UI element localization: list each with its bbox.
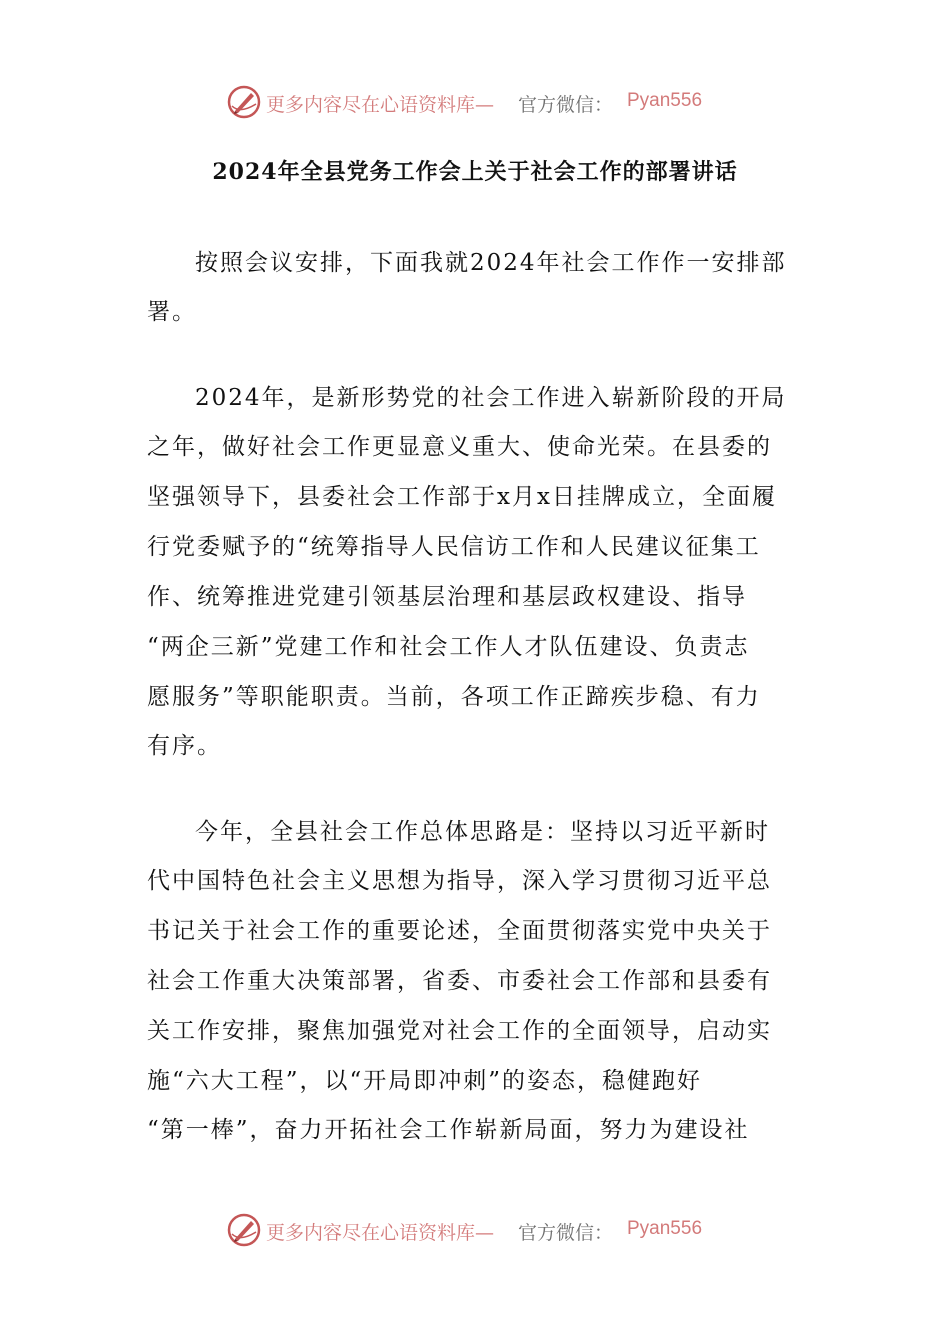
pen-logo-icon	[226, 1212, 262, 1248]
banner-brand-text: 更多内容尽在心语资料库—	[266, 94, 495, 116]
banner-wechat-id: Pyan556	[627, 1218, 703, 1239]
banner-official-label: 官方微信：	[518, 1222, 614, 1244]
header-banner	[0, 82, 950, 122]
text-line: 署。	[147, 299, 197, 325]
text-line: 行党委赋予的“统筹指导人民信访工作和人民建议征集工	[147, 534, 761, 560]
text-line: 施“六大工程”，以“开局即冲刺”的姿态，稳健跑好	[147, 1068, 703, 1094]
footer-banner	[0, 1210, 950, 1250]
text-line: 按照会议安排，下面我就2024年社会工作作一安排部	[195, 250, 787, 276]
text-line: 社会工作重大决策部署，省委、市委社会工作部和县委有	[147, 968, 772, 994]
text-line: 2024年，是新形势党的社会工作进入崭新阶段的开局	[195, 385, 787, 411]
text-line: 代中国特色社会主义思想为指导，深入学习贯彻习近平总	[147, 868, 772, 894]
text-line: 书记关于社会工作的重要论述，全面贯彻落实党中央关于	[147, 918, 772, 944]
text-line: 坚强领导下，县委社会工作部于x月x日挂牌成立，全面履	[147, 484, 777, 510]
banner-wechat-id: Pyan556	[627, 90, 703, 111]
text-line: 之年，做好社会工作更显意义重大、使命光荣。在县委的	[147, 434, 772, 460]
text-line: 愿服务”等职能职责。当前，各项工作正蹄疾步稳、有力	[147, 684, 761, 710]
text-line: “两企三新”党建工作和社会工作人才队伍建设、负责志	[147, 634, 750, 660]
text-line: 今年，全县社会工作总体思路是：坚持以习近平新时	[195, 819, 770, 845]
document-title: 2024年全县党务工作会上关于社会工作的部署讲话	[212, 159, 738, 185]
pen-logo-icon	[226, 84, 262, 120]
text-line: 有序。	[147, 733, 222, 759]
banner-official-label: 官方微信：	[518, 94, 614, 116]
banner-brand-text: 更多内容尽在心语资料库—	[266, 1222, 495, 1244]
text-line: 关工作安排，聚焦加强党对社会工作的全面领导，启动实	[147, 1018, 772, 1044]
text-line: “第一棒”，奋力开拓社会工作崭新局面，努力为建设社	[147, 1117, 750, 1143]
text-line: 作、统筹推进党建引领基层治理和基层政权建设、指导	[147, 584, 747, 610]
